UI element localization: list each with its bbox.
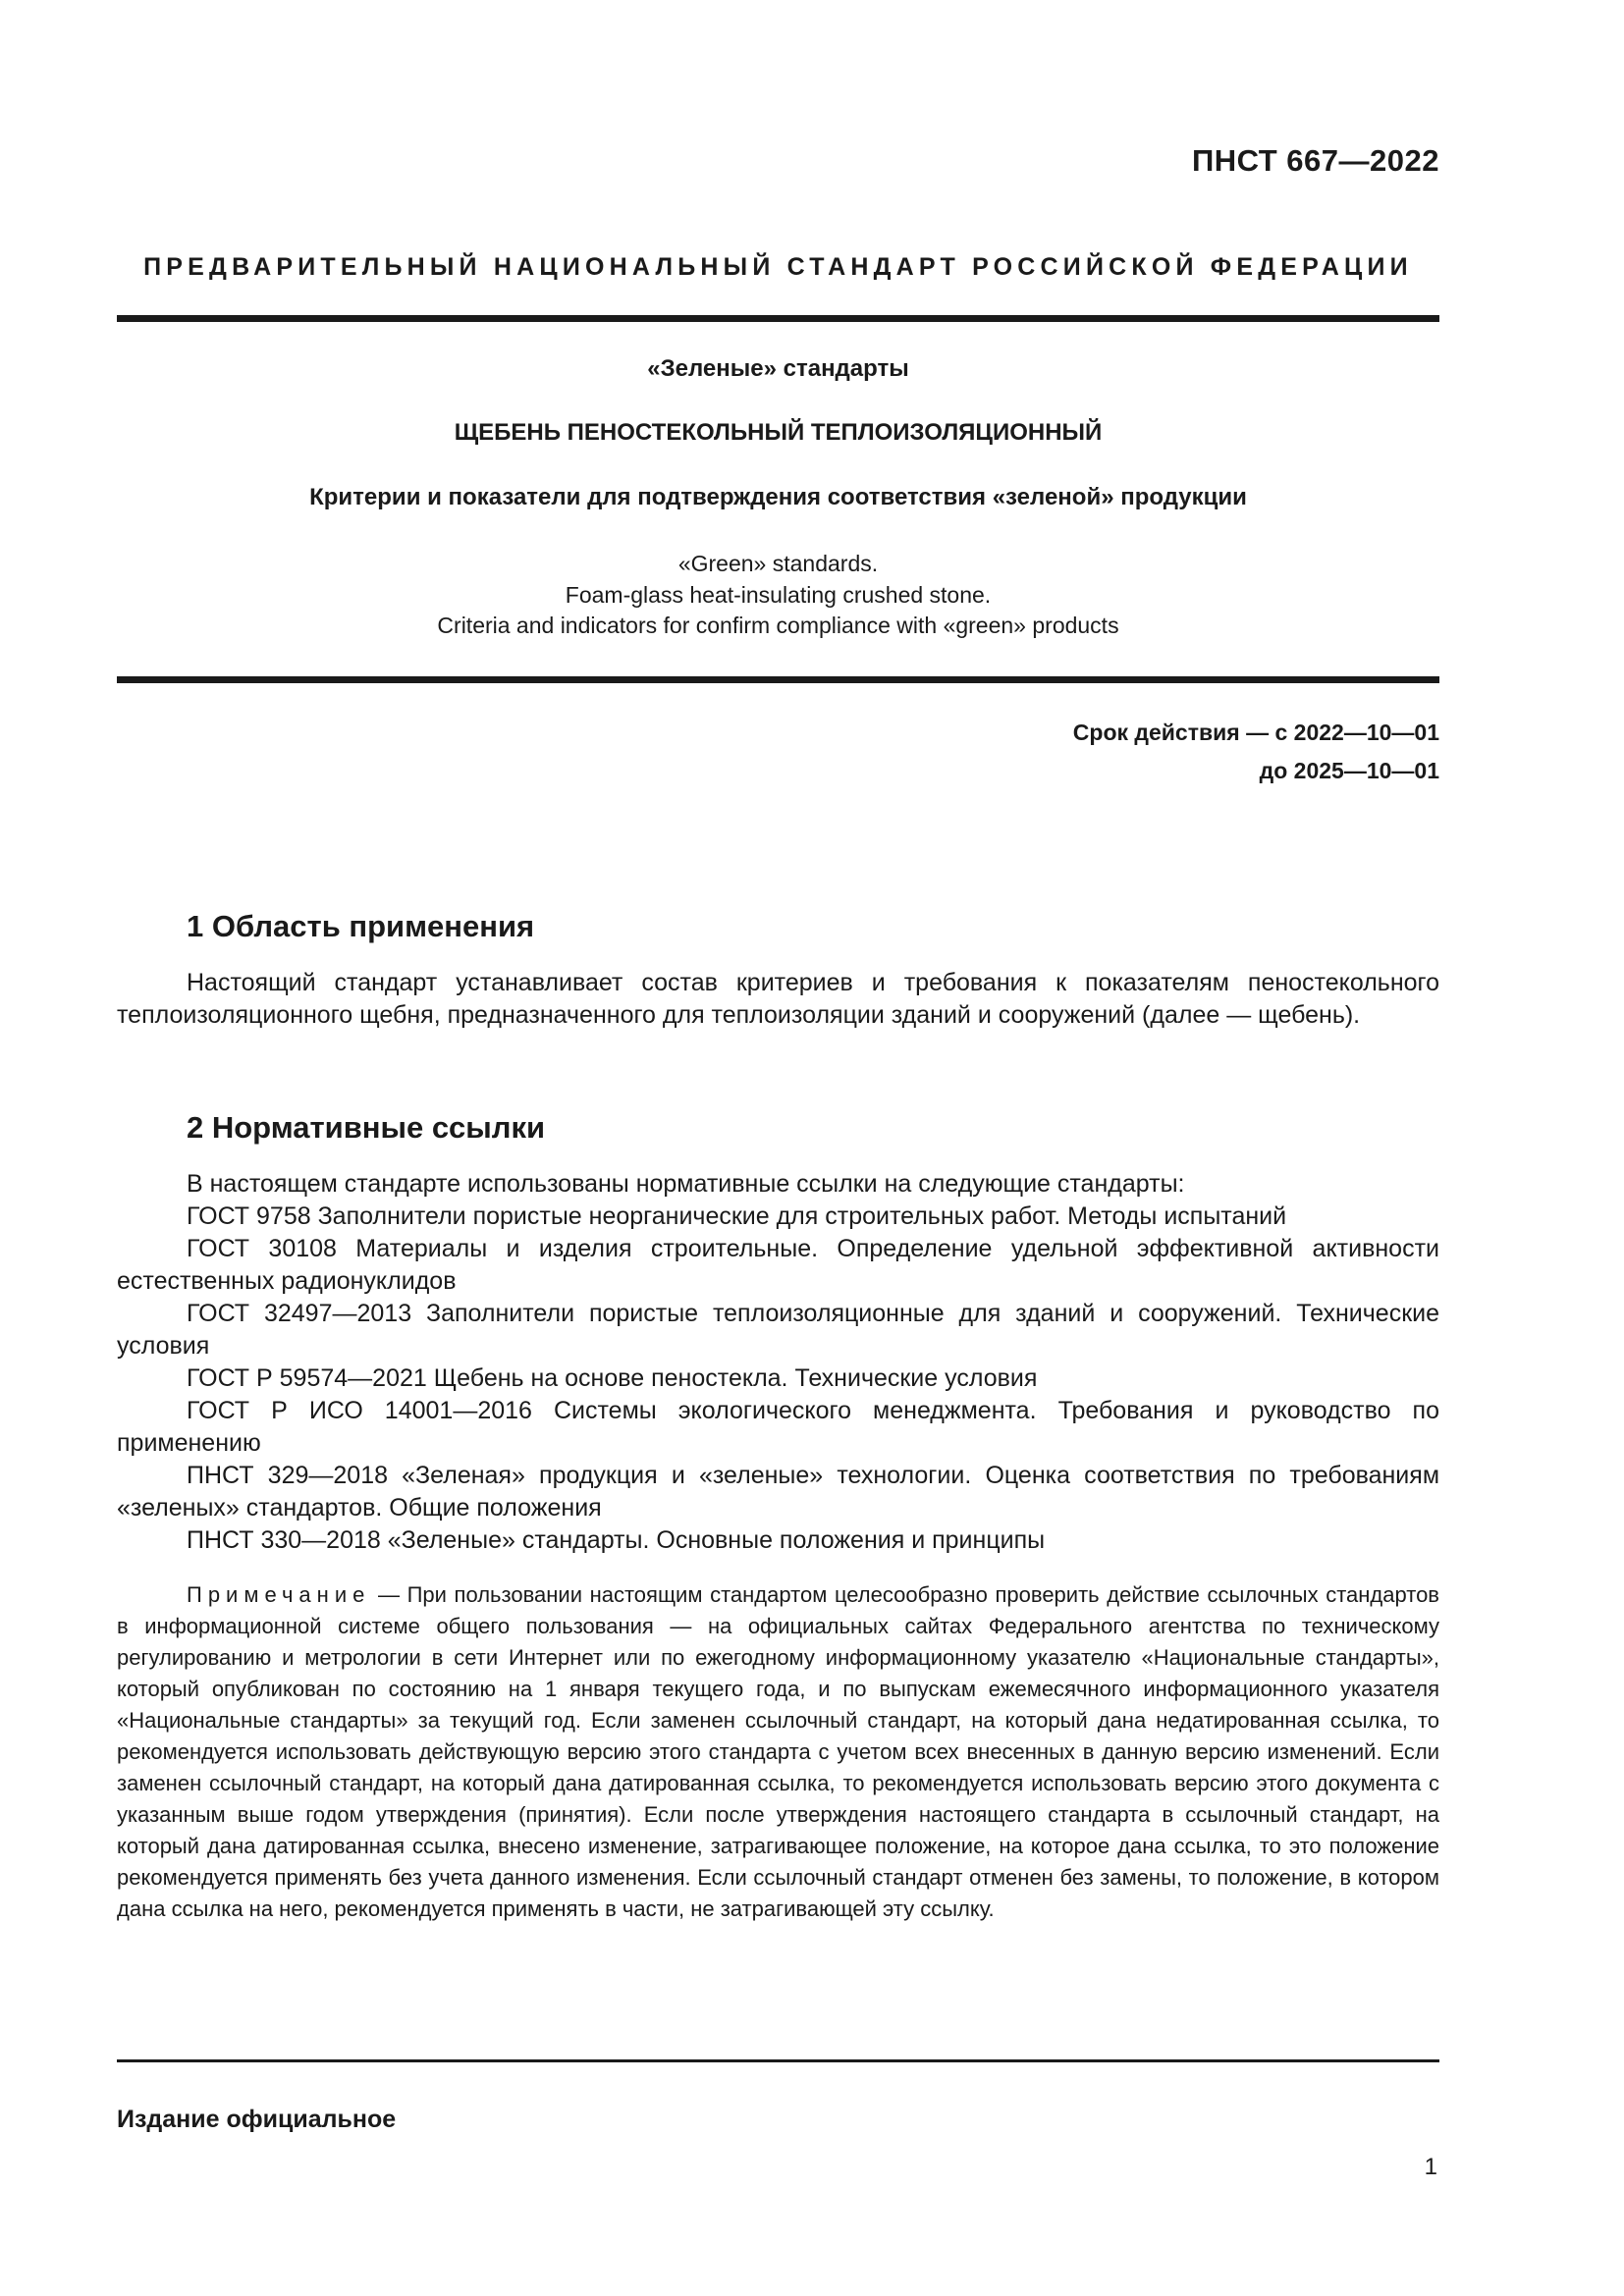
standard-type-header: ПРЕДВАРИТЕЛЬНЫЙ НАЦИОНАЛЬНЫЙ СТАНДАРТ РОССИЙСКОЙ ФЕДЕРАЦИИ bbox=[143, 253, 1413, 281]
reference-item: ГОСТ 30108 Материалы и изделия строительные. Определение удельной эффективной активности естественных радионуклидов bbox=[117, 1235, 1439, 1295]
reference-item: ПНСТ 330—2018 «Зеленые» стандарты. Основные положения и принципы bbox=[187, 1526, 1046, 1554]
top-rule bbox=[117, 315, 1439, 322]
reference-item: ГОСТ Р 59574—2021 Щебень на основе пеностекла. Технические условия bbox=[187, 1364, 1038, 1392]
standard-designation: ПНСТ 667—2022 bbox=[1191, 143, 1439, 178]
note-text: — При пользовании настоящим стандартом целесообразно проверить действие ссылочных стандартов в информационной системе общего пользования — на официальных сайтах Федерального агентства по техническому регулированию и метрологии в сети Интернет или по ежегодному информационному указателю «Национальные стандарты», который опубликован по состоянию на 1 января текущего года, и по выпускам ежемесячного информационного указателя «Национальные стандарты» за текущий год. Если заменен ссылочный стандарт, на который дана недатированная ссылка, то рекомендуется использовать действующую версию этого стандарта с учетом всех внесенных в данную версию изменений. Если заменен ссылочный стандарт, на который дана датированная ссылка, то рекомендуется использовать версию этого документа с указанным выше годом утверждения (принятия). Если после утверждения настоящего стандарта в ссылочный стандарт, на который дана датированная ссылка, внесено изменение, затрагивающее положение, на которое дана ссылка, то это положение рекомендуется применять без учета данного изменения. Если ссылочный стандарт отменен без замены, то положение, в котором дана ссылка на него, рекомендуется применять в части, не затрагивающей эту ссылку. bbox=[117, 1582, 1439, 1921]
validity-to: до 2025—10—01 bbox=[1259, 758, 1439, 783]
official-edition-label: Издание официальное bbox=[117, 2106, 397, 2133]
reference-item: ПНСТ 329—2018 «Зеленая» продукция и «зеленые» технологии. Оценка соответствия по требованиям «зеленых» стандартов. Общие положения bbox=[117, 1462, 1439, 1522]
section-2-body bbox=[117, 1168, 1439, 1557]
reference-item: ГОСТ Р ИСО 14001—2016 Системы экологического менеджмента. Требования и руководство по применению bbox=[117, 1397, 1439, 1457]
reference-item: ГОСТ 32497—2013 Заполнители пористые теплоизоляционные для зданий и сооружений. Технические условия bbox=[117, 1300, 1439, 1360]
section-2-heading: 2 Нормативные ссылки bbox=[187, 1110, 546, 1145]
series-title: «Зеленые» стандарты bbox=[647, 355, 909, 382]
refs-intro: В настоящем стандарте использованы нормативные ссылки на следующие стандарты: bbox=[187, 1170, 1185, 1198]
references-note bbox=[117, 1579, 1439, 1925]
english-title-line: Foam-glass heat-insulating crushed stone. bbox=[565, 582, 992, 608]
english-title-line: Criteria and indicators for confirm compliance with «green» products bbox=[437, 613, 1119, 638]
section-1-body bbox=[117, 967, 1439, 1032]
reference-item: ГОСТ 9758 Заполнители пористые неорганические для строительных работ. Методы испытаний bbox=[187, 1202, 1287, 1230]
note-label: Примечание bbox=[187, 1582, 371, 1607]
scope-paragraph: Настоящий стандарт устанавливает состав критериев и требования к показателям пеностекольного теплоизоляционного щебня, предназначенного для теплоизоляции зданий и сооружений (далее — щебень). bbox=[117, 969, 1439, 1029]
footer-rule bbox=[117, 2059, 1439, 2062]
page-number: 1 bbox=[1424, 2154, 1437, 2180]
main-title: ЩЕБЕНЬ ПЕНОСТЕКОЛЬНЫЙ ТЕПЛОИЗОЛЯЦИОННЫЙ bbox=[454, 419, 1103, 446]
english-title-line: «Green» standards. bbox=[677, 551, 879, 576]
subtitle: Критерии и показатели для подтверждения соответствия «зеленой» продукции bbox=[309, 484, 1247, 510]
validity-from: Срок действия — с 2022—10—01 bbox=[1072, 720, 1439, 745]
title-bottom-rule bbox=[117, 676, 1439, 683]
section-1-heading: 1 Область применения bbox=[187, 909, 535, 943]
